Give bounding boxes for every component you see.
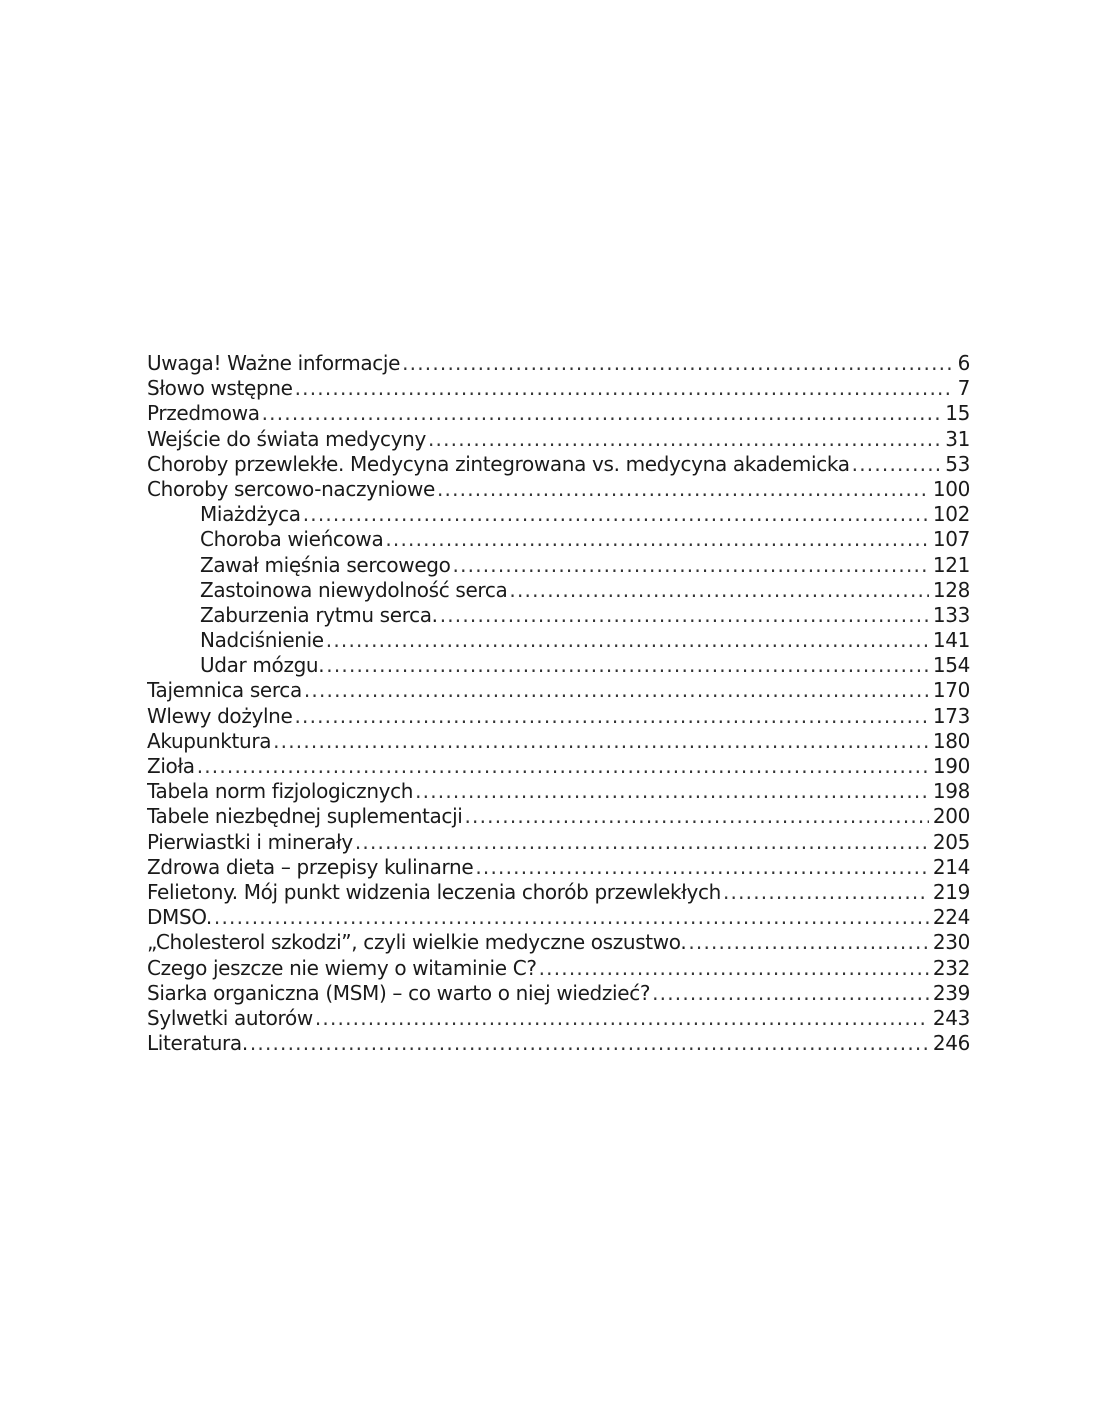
- toc-entry: [147, 704, 970, 729]
- toc-subentry: [147, 578, 970, 603]
- dot-leader: [326, 628, 929, 653]
- toc-entry: [147, 1031, 970, 1056]
- toc-entry: [147, 452, 970, 477]
- toc-entry-title: Choroby przewlekłe. Medycyna zintegrowana vs. medycyna akademicka: [147, 451, 850, 476]
- dot-leader: [385, 527, 929, 552]
- dot-leader: [688, 930, 929, 955]
- dot-leader: [304, 678, 929, 703]
- toc-entry-title: Zastoinowa niewydolność serca: [200, 577, 508, 602]
- dot-leader: [262, 401, 942, 426]
- toc-entry-page-number: 128: [932, 577, 970, 602]
- toc-entry: [147, 1006, 970, 1031]
- toc-entry-page-number: 232: [932, 955, 970, 980]
- toc-entry-title: Sylwetki autorów: [147, 1005, 313, 1030]
- toc-entry-title: Wlewy dożylne: [147, 703, 293, 728]
- toc-entry-page-number: 53: [945, 451, 970, 476]
- toc-subentry: [147, 653, 970, 678]
- toc-entry-title: Tabele niezbędnej suplementacji: [147, 804, 463, 829]
- toc-entry-page-number: 190: [932, 754, 970, 778]
- toc-entry: [147, 678, 970, 703]
- toc-entry-title: Zioła: [147, 754, 195, 778]
- dot-leader: [250, 1031, 929, 1056]
- toc-entry: [147, 477, 970, 502]
- toc-subentry: [147, 628, 970, 653]
- toc-entry-title: Tabela norm fizjologicznych: [147, 779, 414, 804]
- dot-leader: [295, 376, 954, 401]
- toc-entry-page-number: 6: [957, 351, 970, 375]
- toc-entry: [147, 779, 970, 804]
- toc-entry-title: Miażdżyca: [200, 502, 301, 527]
- toc-entry: [147, 956, 970, 981]
- toc-entry-title: Choroby sercowo-naczyniowe: [147, 476, 435, 501]
- toc-entry-page-number: 180: [932, 728, 970, 753]
- toc-entry-page-number: 246: [932, 1031, 970, 1056]
- toc-entry: [147, 905, 970, 930]
- toc-entry-page-number: 102: [932, 502, 970, 527]
- dot-leader: [475, 855, 929, 880]
- toc-entry-page-number: 133: [932, 602, 970, 627]
- toc-subentry: [147, 502, 970, 527]
- toc-entry: [147, 981, 970, 1006]
- toc-entry-title: Siarka organiczna (MSM) – co warto o niej wiedzieć?: [147, 980, 651, 1005]
- toc-entry-page-number: 31: [945, 426, 970, 451]
- toc-entry-title: DMSO.: [147, 905, 212, 930]
- table-of-contents: [147, 351, 970, 1056]
- toc-entry-page-number: 230: [932, 930, 970, 955]
- dot-leader: [315, 1006, 929, 1031]
- toc-entry-title: Felietony. Mój punkt widzenia leczenia chorób przewlekłych: [147, 879, 721, 904]
- toc-entry-page-number: 214: [932, 854, 970, 879]
- toc-entry-page-number: 173: [932, 703, 970, 728]
- toc-entry: [147, 401, 970, 426]
- toc-entry: [147, 427, 970, 452]
- toc-entry-title: Choroba wieńcowa: [200, 527, 384, 552]
- toc-entry-page-number: 205: [932, 829, 970, 854]
- toc-subentry: [147, 553, 970, 578]
- toc-entry-title: Uwaga! Ważne informacje: [147, 351, 401, 375]
- toc-entry-page-number: 200: [932, 804, 970, 829]
- dot-leader: [464, 804, 928, 829]
- toc-entry: [147, 830, 970, 855]
- toc-entry-page-number: 141: [932, 628, 970, 653]
- toc-entry-title: Tajemnica serca: [147, 678, 302, 703]
- toc-entry-page-number: 15: [945, 401, 970, 426]
- dot-leader: [852, 452, 942, 477]
- toc-entry-title: Czego jeszcze nie wiemy o witaminie C?: [147, 955, 537, 980]
- dot-leader: [303, 502, 929, 527]
- dot-leader: [415, 779, 929, 804]
- toc-entry-page-number: 7: [957, 376, 970, 401]
- toc-entry-title: Zawał mięśnia sercowego: [200, 552, 451, 577]
- toc-entry-title: Literatura.: [147, 1031, 248, 1056]
- toc-entry-page-number: 170: [932, 678, 970, 703]
- toc-entry-page-number: 219: [932, 879, 970, 904]
- toc-entry: [147, 880, 970, 905]
- toc-subentry: [147, 527, 970, 552]
- toc-entry: [147, 754, 970, 779]
- dot-leader: [539, 956, 929, 981]
- toc-entry-title: Wejście do świata medycyny: [147, 426, 426, 451]
- dot-leader: [355, 830, 929, 855]
- dot-leader: [214, 905, 929, 930]
- toc-subentry: [147, 603, 970, 628]
- dot-leader: [509, 578, 928, 603]
- toc-entry-title: Nadciśnienie: [200, 628, 324, 653]
- toc-entry-title: Pierwiastki i minerały: [147, 829, 353, 854]
- toc-entry: [147, 804, 970, 829]
- dot-leader: [723, 880, 929, 905]
- toc-entry-page-number: 121: [932, 552, 970, 577]
- toc-entry-title: Słowo wstępne: [147, 376, 293, 401]
- dot-leader: [428, 427, 941, 452]
- toc-entry-page-number: 224: [932, 905, 970, 930]
- toc-entry-title: Przedmowa: [147, 401, 260, 426]
- dot-leader: [440, 603, 929, 628]
- toc-entry-title: Zaburzenia rytmu serca.: [200, 602, 438, 627]
- toc-entry: [147, 729, 970, 754]
- toc-entry-page-number: 243: [932, 1005, 970, 1030]
- dot-leader: [326, 653, 929, 678]
- toc-entry-page-number: 154: [932, 653, 970, 678]
- dot-leader: [294, 704, 928, 729]
- dot-leader: [437, 477, 929, 502]
- dot-leader: [453, 553, 929, 578]
- toc-entry-title: Zdrowa dieta – przepisy kulinarne: [147, 854, 474, 879]
- dot-leader: [402, 351, 954, 376]
- toc-entry-title: Akupunktura: [147, 728, 272, 753]
- toc-entry: [147, 376, 970, 401]
- toc-entry: [147, 930, 970, 955]
- toc-entry-title: Udar mózgu.: [200, 653, 325, 678]
- dot-leader: [197, 754, 929, 779]
- dot-leader: [273, 729, 929, 754]
- toc-entry: [147, 351, 970, 376]
- toc-entry-page-number: 107: [932, 527, 970, 552]
- toc-entry-title: „Cholesterol szkodzi”, czyli wielkie medyczne oszustwo.: [147, 930, 687, 955]
- toc-entry-page-number: 100: [932, 476, 970, 501]
- dot-leader: [652, 981, 929, 1006]
- toc-entry: [147, 855, 970, 880]
- toc-entry-page-number: 198: [932, 779, 970, 804]
- toc-entry-page-number: 239: [932, 980, 970, 1005]
